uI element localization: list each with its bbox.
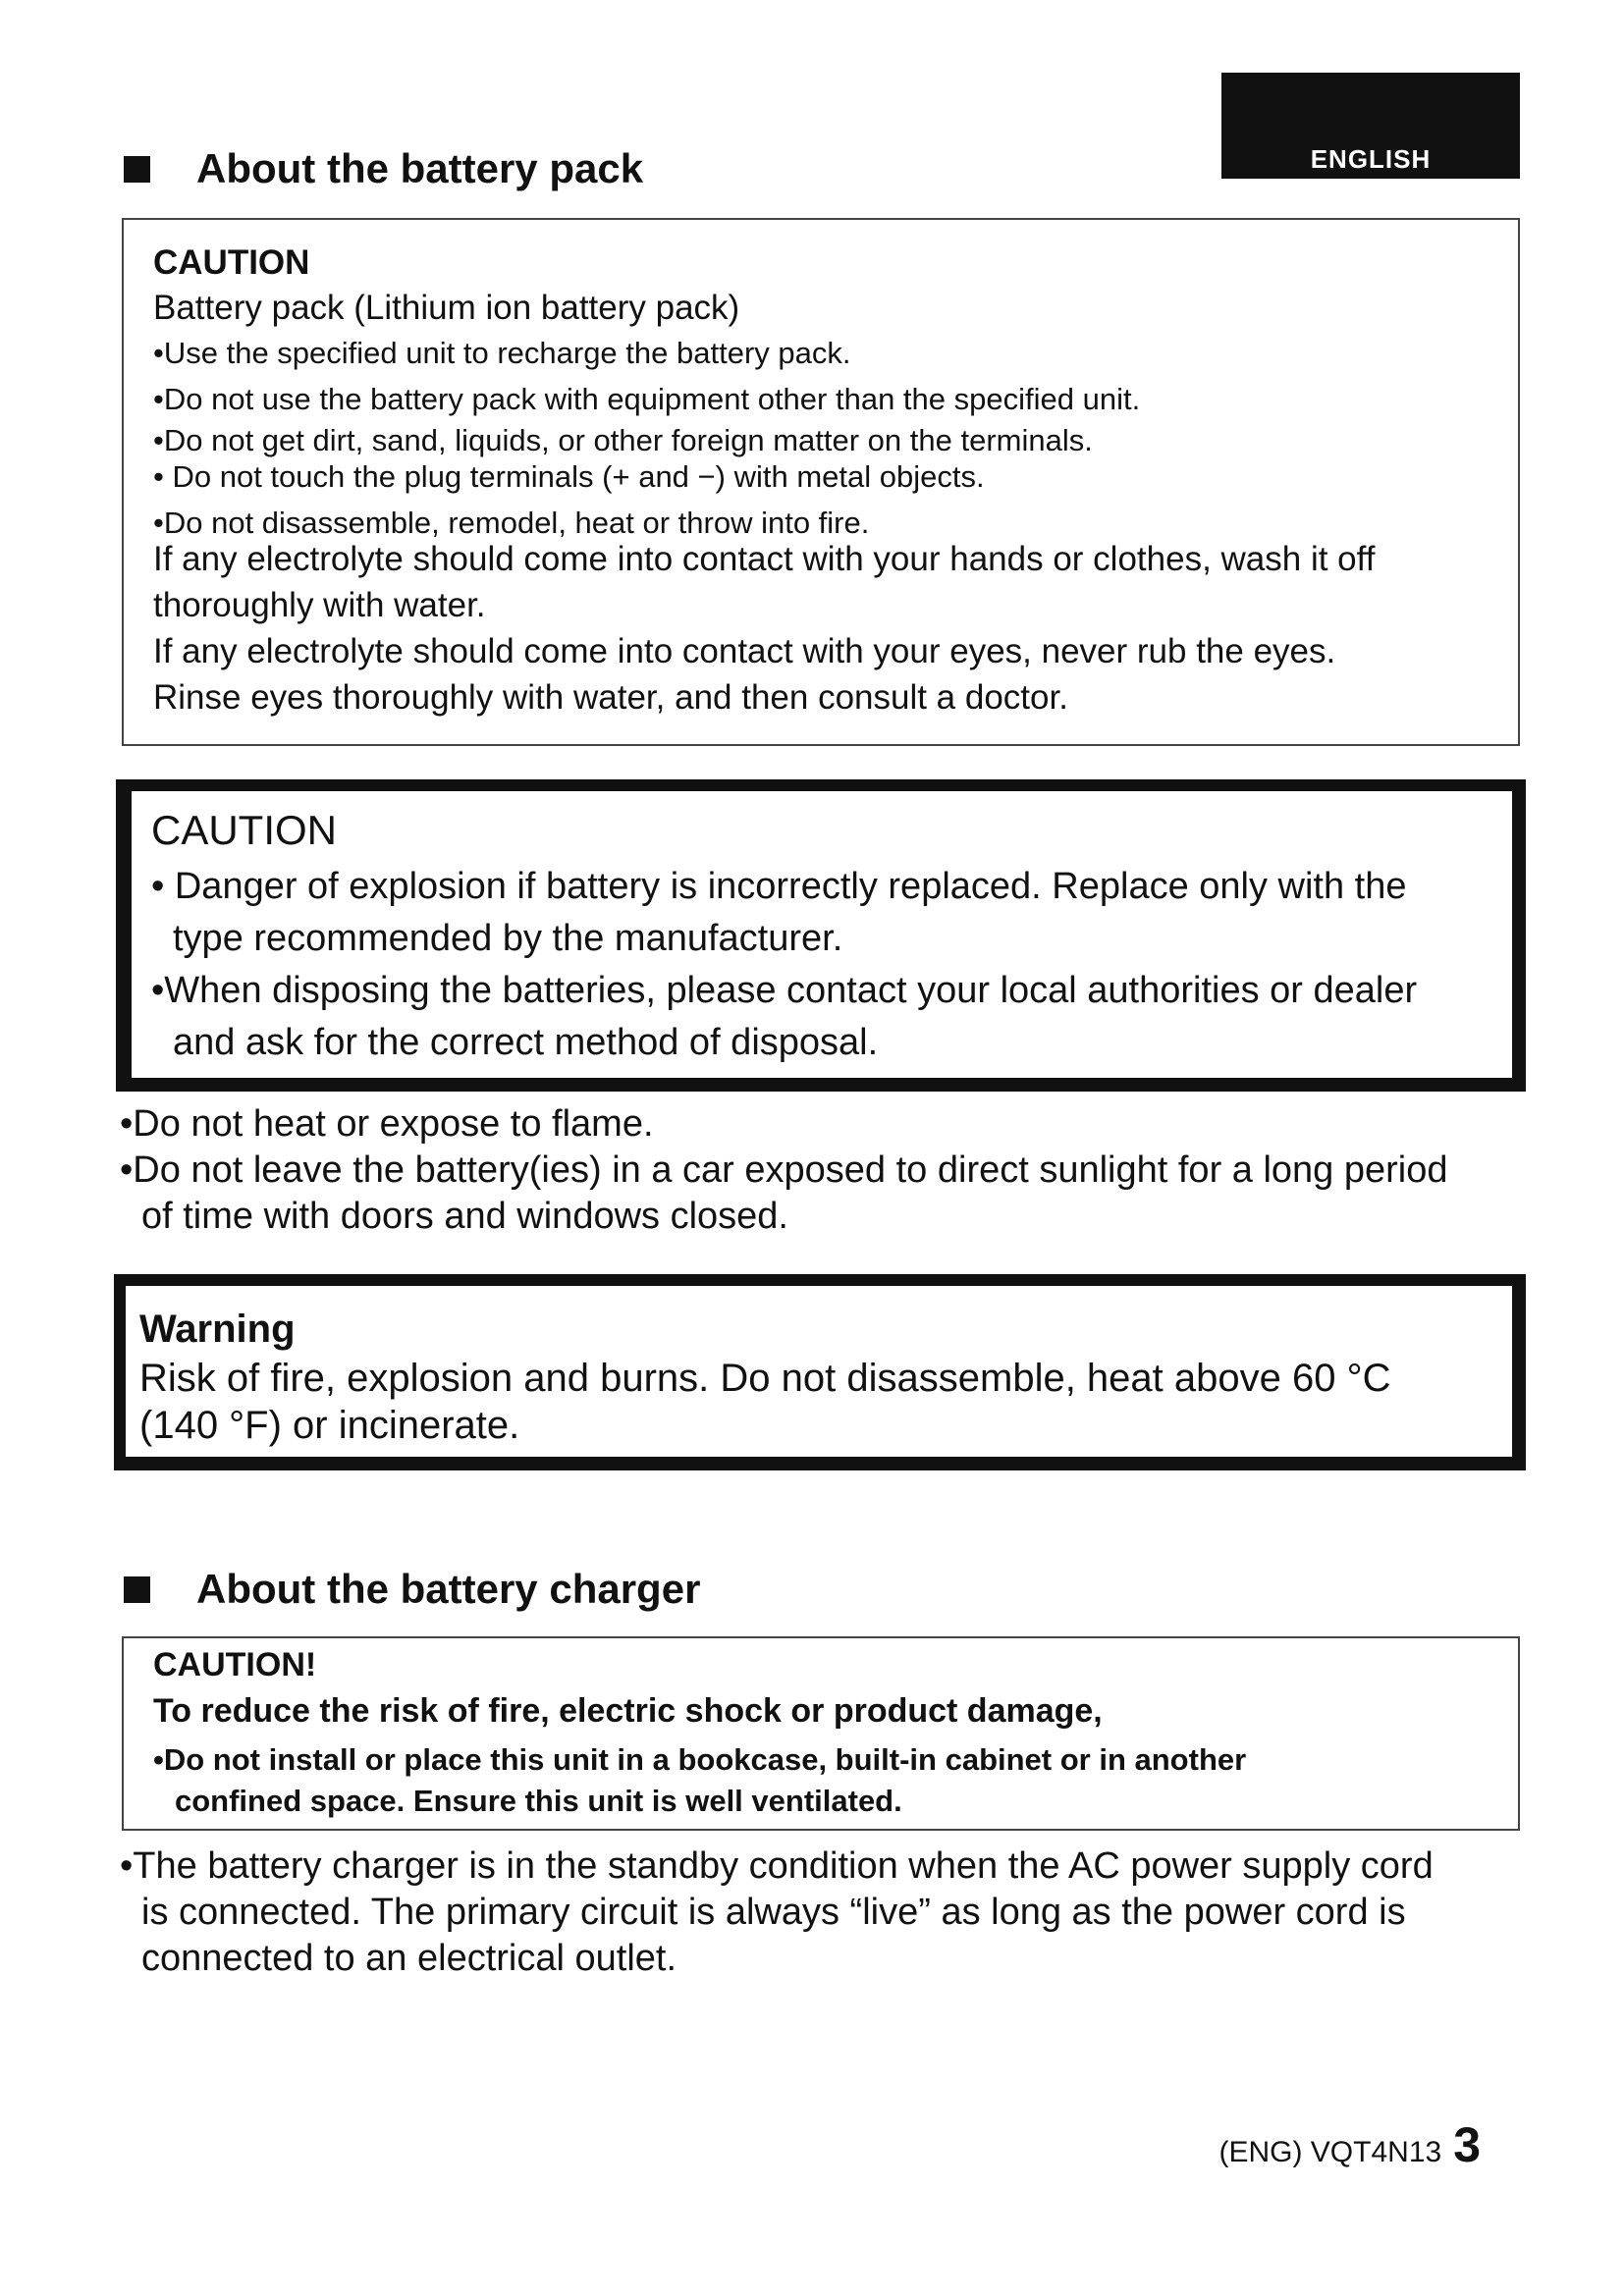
bullet-line: and ask for the correct method of disposal.: [173, 1022, 879, 1063]
bullet-item: • Do not touch the plug terminals (+ and −) with metal objects.: [153, 459, 985, 494]
warning-line: Risk of fire, explosion and burns. Do not disassemble, heat above 60 °C: [139, 1357, 1391, 1400]
page-footer: [1218, 2116, 1481, 2173]
caution-subtitle: Battery pack (Lithium ion battery pack): [153, 289, 740, 327]
bullet-line: •Do not heat or expose to flame.: [120, 1103, 654, 1145]
bullet-line: connected to an electrical outlet.: [141, 1938, 677, 1979]
caution-title: CAUTION!: [153, 1646, 317, 1683]
caution-line: •Do not install or place this unit in a bookcase, built-in cabinet or in another: [153, 1742, 1247, 1777]
caution-title: CAUTION: [151, 807, 337, 853]
bullet-line: of time with doors and windows closed.: [141, 1196, 788, 1237]
paragraph-line: Rinse eyes thoroughly with water, and then consult a doctor.: [153, 678, 1068, 717]
section-heading-text: About the battery charger: [196, 1566, 701, 1612]
bullet-item: •Do not use the battery pack with equipment other than the specified unit.: [153, 382, 1141, 416]
caution-line: confined space. Ensure this unit is well ventilated.: [175, 1784, 902, 1818]
caution-title: CAUTION: [153, 243, 310, 282]
paragraph-line: If any electrolyte should come into contact with your eyes, never rub the eyes.: [153, 632, 1336, 670]
language-label: ENGLISH: [1310, 144, 1432, 174]
warning-line: (140 °F) or incinerate.: [139, 1404, 520, 1447]
warning-box: [114, 1274, 1526, 1470]
bullet-line: type recommended by the manufacturer.: [173, 918, 843, 959]
language-tab: [1221, 73, 1520, 179]
bullet-item: •Do not get dirt, sand, liquids, or other foreign matter on the terminals.: [153, 423, 1093, 457]
square-bullet-icon: [124, 156, 150, 183]
paragraph-line: If any electrolyte should come into contact with your hands or clothes, wash it off: [153, 540, 1376, 578]
warning-title: Warning: [139, 1308, 296, 1351]
square-bullet-icon: [124, 1576, 150, 1603]
section-heading-text: About the battery pack: [196, 145, 644, 191]
document-code: (ENG) VQT4N13: [1218, 2136, 1442, 2168]
caution-box-charger: [122, 1636, 1520, 1831]
page-number: 3: [1453, 2117, 1481, 2172]
bullet-line: • Danger of explosion if battery is incorrectly replaced. Replace only with the: [151, 866, 1407, 907]
caution-box-explosion: [116, 779, 1526, 1092]
bullet-line: •Do not leave the battery(ies) in a car exposed to direct sunlight for a long period: [120, 1149, 1448, 1191]
bullet-item: •Do not disassemble, remodel, heat or throw into fire.: [153, 506, 870, 540]
bullet-line: •The battery charger is in the standby condition when the AC power supply cord: [120, 1845, 1434, 1887]
caution-box-battery-pack: [122, 218, 1520, 746]
caution-line: To reduce the risk of fire, electric shock or product damage,: [153, 1692, 1103, 1730]
paragraph-line: thoroughly with water.: [153, 586, 486, 624]
bullet-line: •When disposing the batteries, please contact your local authorities or dealer: [151, 970, 1418, 1011]
bullet-item: •Use the specified unit to recharge the battery pack.: [153, 336, 851, 370]
section-heading-battery-charger: [124, 1566, 700, 1613]
section-heading-battery-pack: [124, 145, 643, 192]
bullet-line: is connected. The primary circuit is always “live” as long as the power cord is: [141, 1892, 1406, 1933]
